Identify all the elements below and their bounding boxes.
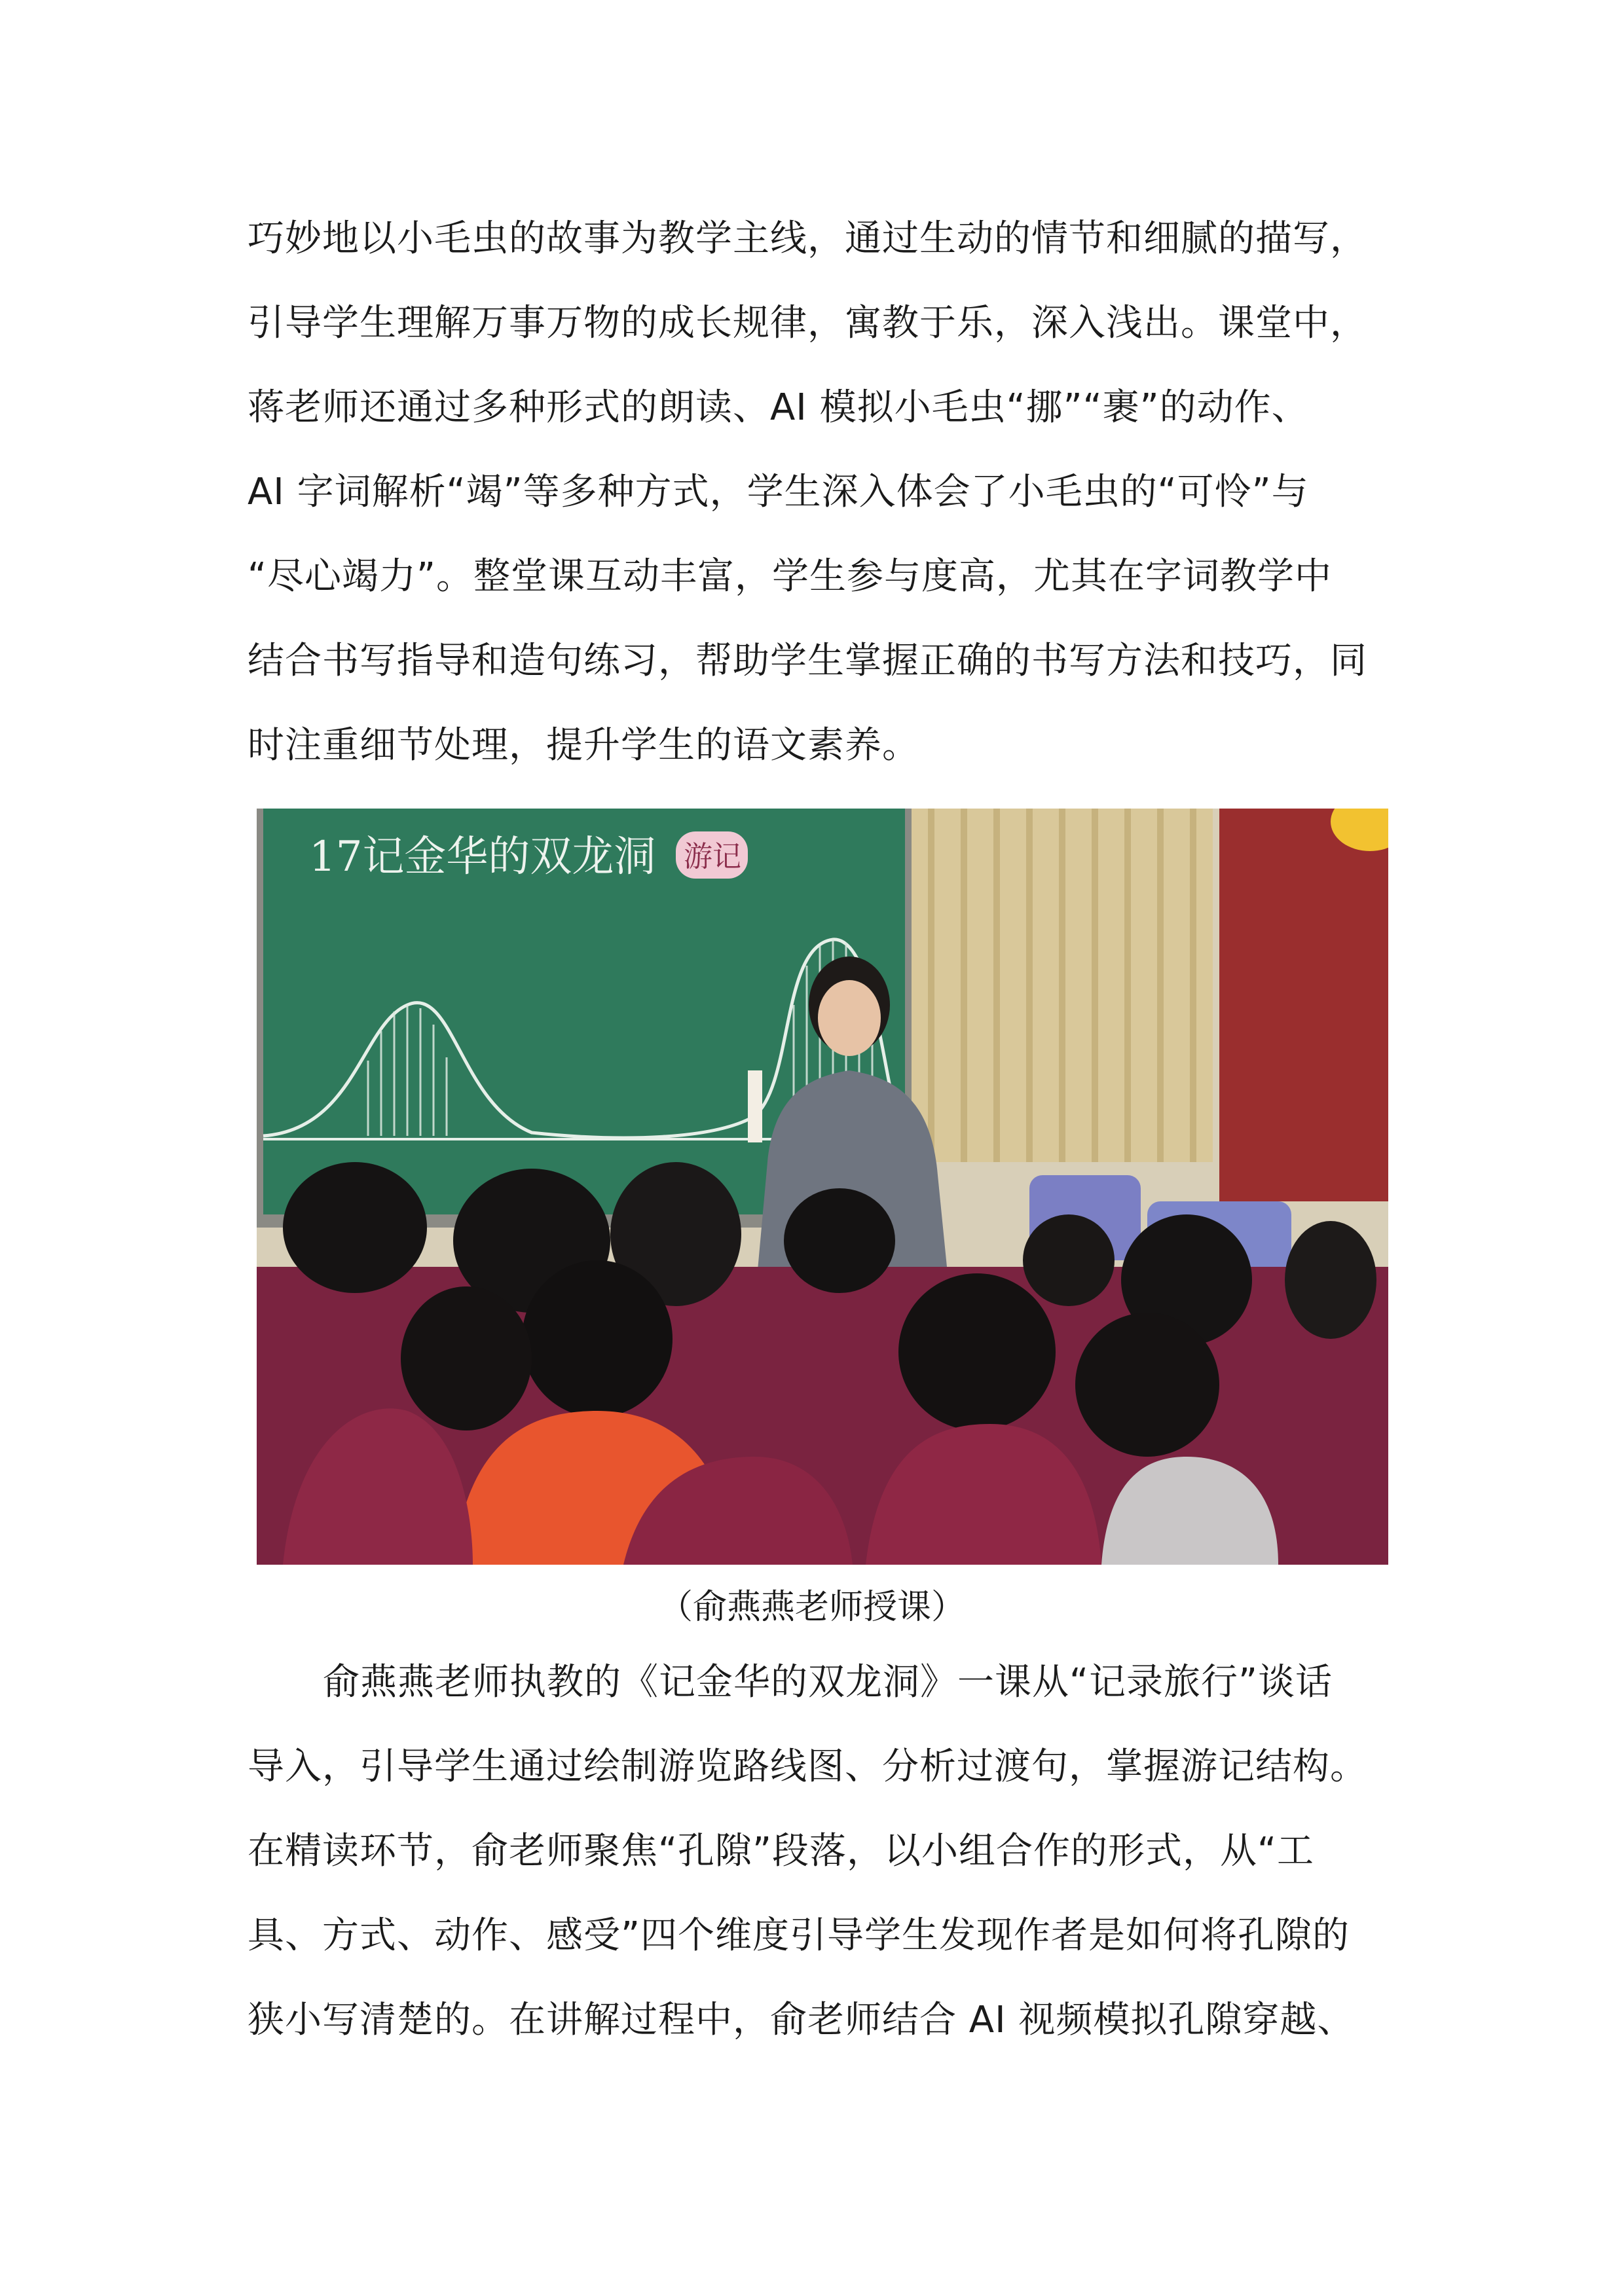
paragraph-line: 时注重细节处理，提升学生的语文素养。	[248, 724, 919, 767]
photo-caption: （俞燕燕老师授课）	[658, 1588, 965, 1627]
paragraph-1	[248, 196, 1379, 788]
paragraph-line: 俞燕燕老师执教的《记金华的双龙洞》一课从“记录旅行”谈话	[323, 1661, 1333, 1704]
paragraph-line: 结合书写指导和造句练习，帮助学生掌握正确的书写方法和技巧，同	[248, 640, 1367, 682]
paragraph-line: 导入，引导学生通过绘制游览路线图、分析过渡句，掌握游记结构。	[248, 1745, 1367, 1788]
blackboard-tag: 游记	[684, 840, 741, 873]
paragraph-line: 引导学生理解万事万物的成长规律，寓教于乐，深入浅出。课堂中，	[248, 302, 1367, 344]
paragraph-line: 巧妙地以小毛虫的故事为教学主线，通过生动的情节和细腻的描写，	[248, 217, 1367, 260]
paragraph-line: AI 字词解析“竭”等多种方式，学生深入体会了小毛虫的“可怜”与	[248, 471, 1309, 513]
paragraph-line: 蒋老师还通过多种形式的朗读、AI 模拟小毛虫“挪”“裹”的动作、	[248, 386, 1309, 429]
paragraph-2	[248, 1640, 1379, 2062]
blackboard-title: 17记金华的双龙洞	[309, 833, 656, 881]
paragraph-line: 在精读环节，俞老师聚焦“孔隙”段落，以小组合作的形式，从“工	[248, 1830, 1315, 1872]
classroom-photo	[257, 809, 1388, 1565]
paragraph-line: 狭小写清楚的。在讲解过程中，俞老师结合 AI 视频模拟孔隙穿越、	[248, 1999, 1355, 2041]
paragraph-line: 具、方式、动作、感受”四个维度引导学生发现作者是如何将孔隙的	[248, 1914, 1350, 1957]
paragraph-line: “尽心竭力”。整堂课互动丰富，学生参与度高，尤其在字词教学中	[248, 555, 1333, 598]
